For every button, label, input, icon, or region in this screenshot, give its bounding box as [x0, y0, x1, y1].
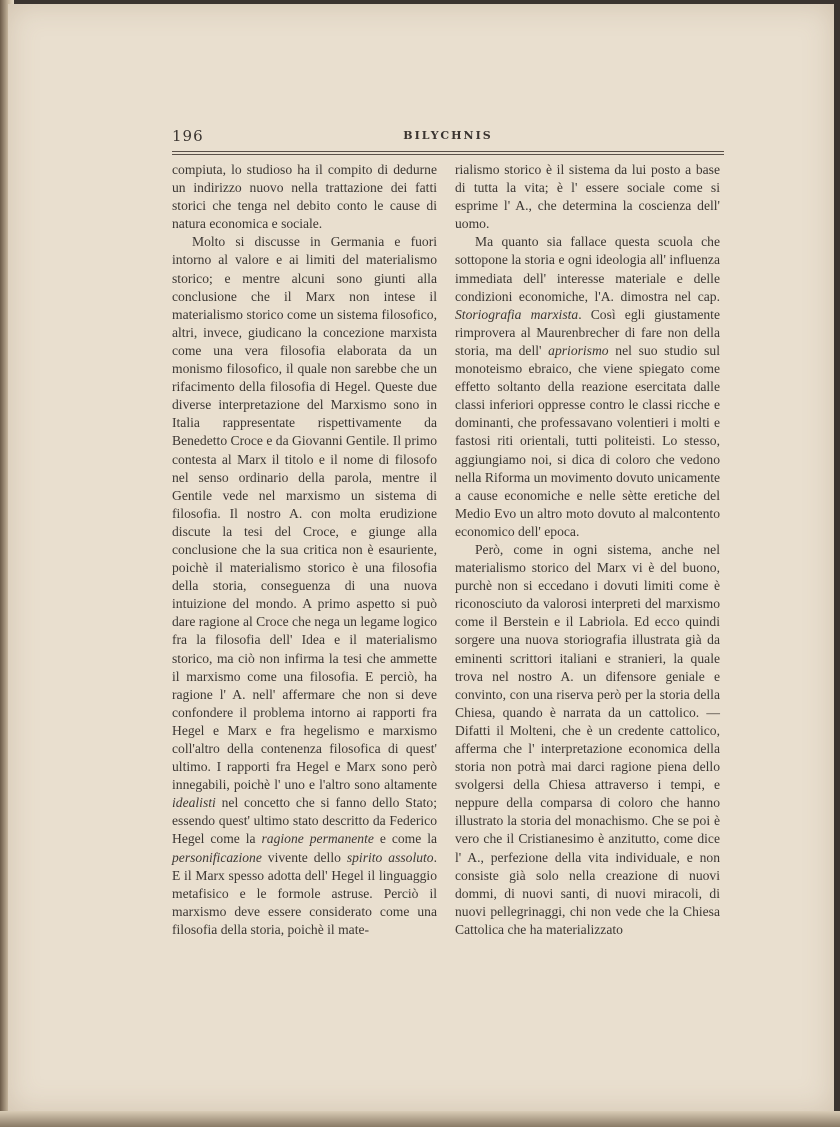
- page-number: 196: [172, 127, 204, 145]
- right-paragraph-1: rialismo storico è il sistema da lui posto a base di tutta la vita; è l' essere sociale come si esprime l' A., che determina la coscienza dell' uomo.: [455, 162, 720, 232]
- right-paragraph-3: Però, come in ogni sistema, anche nel materialismo storico del Marx vi è del buono, purchè non si eccedano i dovuti limiti come è riconosciuto da valorosi interpreti del marxismo come il Berstein e il Labriola. Ed ecco quindi sorgere una nuova storiografia illustrata già da eminenti scrittori italiani e stranieri, la quale trova nel nostro A. un difensore geniale e convinto, con una riserva però per la storia della Chiesa, quando è narrata da un cattolico. — Difatti il Molteni, che è un credente cattolico, afferma che l' interpretazione economica della storia non potrà mai darci ragione piena dello svolgersi della Chiesa attraverso i tempi, e neppure della comparsa di coloro che hanno illustrato la storia del monachismo. Che se poi è vero che il Cristianesimo è anzitutto, come dice l' A., perfezione della vita individuale, e non consiste già solo nella creazione di nuovi dommi, di nuovi santi, di nuovi miracoli, di nuovi pellegrinaggi, chi non vede che la Chiesa Cattolica che ha materializzato: [455, 541, 720, 937]
- left-paragraph-1: compiuta, lo studioso ha il compito di dedurne un indirizzo nuovo nella trattazione dei fatti storici che tenga nel debito conto le cause di natura economica e sociale.: [172, 162, 437, 232]
- page-bottom-edge: [0, 1111, 840, 1127]
- emphasis-idealisti: idealisti: [172, 795, 216, 811]
- emphasis-storiografia-marxista: Storiografia marxista: [455, 306, 579, 322]
- page-header: [172, 127, 724, 151]
- header-rule-bottom: [172, 154, 724, 155]
- right-paragraph-2: Ma quanto sia fallace questa scuola che sottopone la storia e ogni ideologia all' influenza immediata dell' interesse materiale e delle condizioni economiche, l'A. dimostra nel cap. Storiografia marxista. Così egli giustamente rimprovera al Maurenbrecher di fare non della storia, ma dell' apriorismo nel suo studio sul monoteismo ebraico, che viene spiegato come effetto soltanto della reazione esercitata dalle classi inferiori oppresse contro le classi ricche e dominanti, che professavano volentieri i molti e fastosi riti orientali, tutti politeisti. Lo stesso, aggiungiamo noi, si dica di coloro che vedono nella Riforma un movimento dovuto unicamente a cause economiche e nelle sètte eretiche del Medio Evo un altro moto dovuto al malcontento economico dell' epoca.: [455, 234, 720, 539]
- header-rule-top: [172, 151, 724, 152]
- emphasis-personificazione: personificazione: [172, 849, 262, 865]
- emphasis-apriorismo: apriorismo: [548, 342, 609, 358]
- running-head: BILYCHNIS: [403, 129, 493, 142]
- emphasis-ragione-permanente: ragione permanente: [261, 831, 374, 847]
- left-paragraph-2: Molto si discusse in Germania e fuori intorno al valore e ai limiti del materialismo storico; e mentre alcuni sono giunti alla conclusione che il Marx non intese il materialismo storico come un sistema filosofico, altri, invece, giudicano la concezione marxista come una vera filosofia elaborata da un monismo filosofico, il quale non sarebbe che un rifacimento della filosofia di Hegel. Queste due diverse interpretazione del Marxismo sono in Italia rappresentate rispettivamente da Benedetto Croce e da Giovanni Gentile. Il primo contesta al Marx il titolo e il nome di filosofo nel senso ordinario della parola, mentre il Gentile vede nel marxismo un sistema di filosofia. Il nostro A. con molta erudizione discute la tesi del Croce, e giunge alla conclusione che la sua critica non è esauriente, poichè il materialismo storico è una filosofia della storia, conseguenza di una nuova intuizione del mondo. A primo aspetto si può dare ragione al Croce che nega un legame logico fra la filosofia dell' Idea e il materialismo storico, ma ciò non infirma la tesi che ammette il marxismo come una filosofia. E perciò, ha ragione l' A. nell' affermare che non si deve confondere il problema intorno ai rapporti fra Hegel e Marx e fra hegelismo e marxismo coll'altro della contenenza filosofica di quest' ultimo. I rapporti fra Hegel e Marx sono però innegabili, poichè l' uno e l'altro sono altamente idealisti nel concetto che si fanno dello Stato; essendo quest' ultimo stato descritto da Federico Hegel come la ragione permanente e come la personificazione vivente dello spirito assoluto. E il Marx spesso adotta dell' Hegel il linguaggio metafisico e le formole astruse. Perciò il marxismo deve essere considerato come una filosofia della storia, poichè il mate-: [172, 234, 438, 937]
- emphasis-spirito-assoluto: spirito assoluto: [346, 849, 434, 865]
- left-column: [172, 161, 437, 939]
- right-column: [455, 161, 720, 939]
